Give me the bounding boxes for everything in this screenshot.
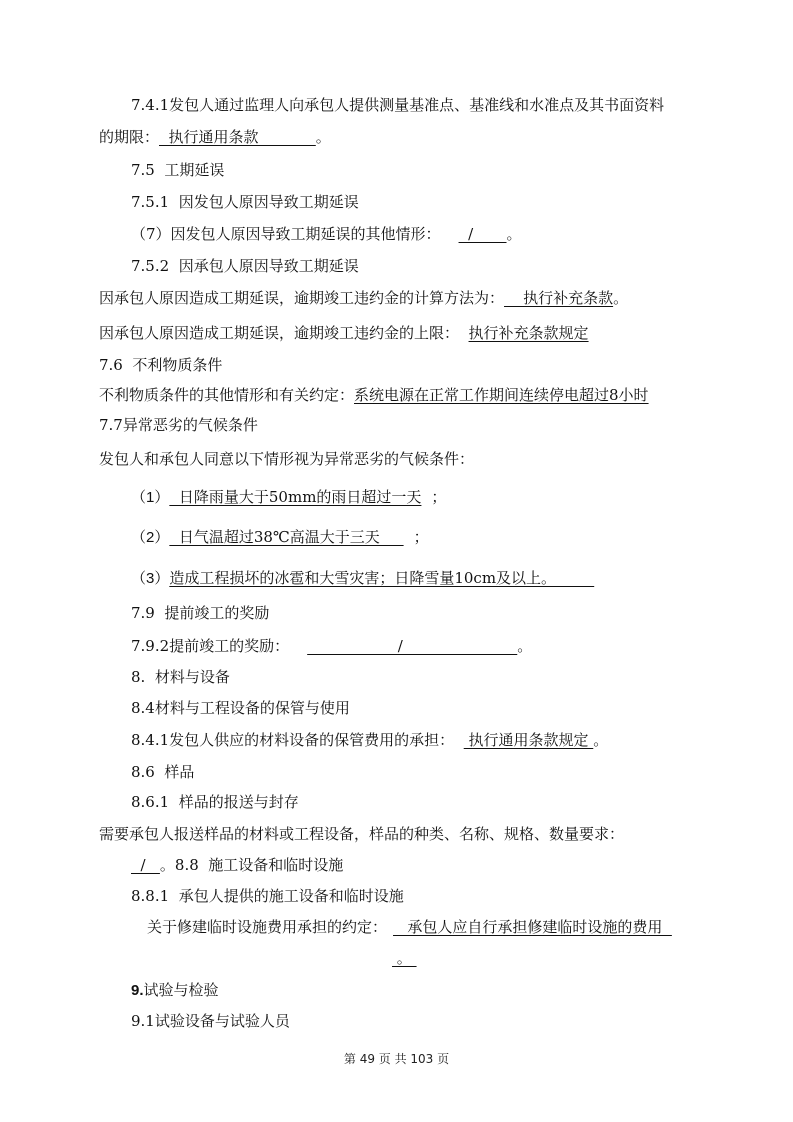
heading-9: [131, 980, 219, 1001]
condition-label: （1）: [131, 489, 170, 506]
condition-label: （2）: [131, 529, 170, 546]
filled-value: /: [131, 856, 160, 874]
filled-value: /: [458, 225, 507, 243]
heading-7-7: [99, 415, 258, 435]
heading-9-1: [131, 1011, 290, 1031]
filled-value: 承包人应自行承担修建临时设施的费用: [393, 918, 672, 936]
heading-7-9: [131, 603, 269, 623]
punctuation: 。: [315, 128, 331, 146]
clause-7-5-2-method: [99, 288, 628, 308]
heading-text: 8.8.1 承包人提供的施工设备和临时设施: [131, 887, 404, 905]
punctuation: 。: [506, 225, 522, 243]
filled-value: 执行通用条款规定: [463, 731, 594, 749]
condition-label: （3）: [131, 570, 170, 587]
heading-8-8-1: [131, 886, 404, 906]
clause-text: 需要承包人报送样品的材料或工程设备，样品的种类、名称、规格、数量要求：: [99, 825, 625, 843]
punctuation: ；: [413, 528, 429, 546]
heading-text: 8. 材料与设备: [131, 668, 230, 686]
clause-label: 8.4.1发包人供应的材料设备的保管费用的承担：: [131, 731, 464, 749]
clause-8-8-1: [147, 917, 672, 937]
clause-label: 因承包人原因造成工期延误，逾期竣工违约金的计算方法为：: [99, 289, 505, 307]
heading-text: 7.6 不利物质条件: [99, 356, 223, 374]
clause-8-6-1-value: [131, 855, 343, 875]
clause-8-6-1: [99, 824, 624, 844]
punctuation: ；: [431, 488, 447, 506]
punctuation: 。: [517, 637, 533, 655]
heading-text: 7.5.1 因发包人原因导致工期延误: [131, 193, 359, 211]
heading-text: 8.4材料与工程设备的保管与使用: [131, 699, 350, 717]
filled-value: 造成工程损坏的冰雹和大雪灾害；日降雪量10cm及以上。: [169, 569, 595, 587]
punctuation: 。: [593, 731, 609, 749]
clause-label: 的期限：: [99, 128, 160, 146]
heading-8-6-1: [131, 792, 299, 812]
clause-label: 关于修建临时设施费用承担的约定：: [147, 918, 388, 936]
clause-7-6: [99, 385, 649, 405]
heading-text: 8.6.1 样品的报送与封存: [131, 793, 299, 811]
heading-7-6: [99, 355, 222, 375]
clause-7-4-1-period: [99, 127, 331, 147]
filled-value: 系统电源在正常工作期间连续停电超过8小时: [354, 386, 649, 404]
heading-7-5-2: [131, 256, 359, 276]
clause-text: 发包人和承包人同意以下情形视为异常恶劣的气候条件：: [99, 450, 475, 468]
heading-text: 9.1试验设备与试验人员: [131, 1012, 290, 1030]
page-number: 第 49 页 共 103 页: [343, 1052, 450, 1066]
heading-text: 8.6 样品: [131, 763, 195, 781]
filled-value: /: [307, 637, 518, 655]
clause-text: 7.4.1发包人通过监理人向承包人提供测量基准点、基准线和水准点及其书面资料: [131, 96, 665, 114]
page-number-footer: [0, 1050, 793, 1067]
clause-label: 因承包人原因造成工期延误，逾期竣工违约金的上限：: [99, 324, 469, 342]
clause-7-9-2: [131, 636, 532, 656]
heading-8-6: [131, 762, 194, 782]
filled-value: 执行补充条款规定: [468, 324, 589, 342]
filled-value: 执行补充条款: [504, 289, 614, 307]
heading-8-4: [131, 698, 350, 718]
clause-7-7-intro: [99, 449, 474, 469]
heading-number: 9.: [131, 982, 144, 999]
filled-value: 。: [392, 949, 417, 967]
filled-value: 日气温超过38℃高温大于三天: [169, 528, 404, 546]
heading-text: 7.9 提前竣工的奖励: [131, 604, 270, 622]
heading-7-5: [131, 160, 224, 180]
heading-text: 试验与检验: [143, 981, 219, 999]
condition-2: [131, 527, 429, 548]
clause-7-5-1-7: [131, 224, 522, 244]
clause-7-4-1: [131, 95, 664, 115]
heading-text: 7.5 工期延误: [131, 161, 225, 179]
clause-8-4-1: [131, 730, 608, 750]
clause-label: 7.9.2提前竣工的奖励：: [131, 637, 290, 655]
clause-8-8-1-end: [392, 948, 417, 968]
condition-3: [131, 568, 594, 589]
condition-1: [131, 487, 446, 508]
clause-label: 不利物质条件的其他情形和有关约定：: [99, 386, 355, 404]
clause-7-5-2-cap: [99, 323, 589, 343]
heading-text: 7.5.2 因承包人原因导致工期延误: [131, 257, 359, 275]
filled-value: 日降雨量大于50mm的雨日超过一天: [169, 488, 422, 506]
heading-7-5-1: [131, 192, 359, 212]
clause-label: （7）因发包人原因导致工期延误的其他情形：: [131, 225, 441, 243]
heading-8: [131, 667, 230, 687]
heading-text: 7.7异常恶劣的气候条件: [99, 416, 258, 434]
punctuation: 。: [613, 289, 629, 307]
heading-8-8-text: 。8.8 施工设备和临时设施: [159, 856, 344, 874]
filled-value: 执行通用条款: [159, 128, 316, 146]
